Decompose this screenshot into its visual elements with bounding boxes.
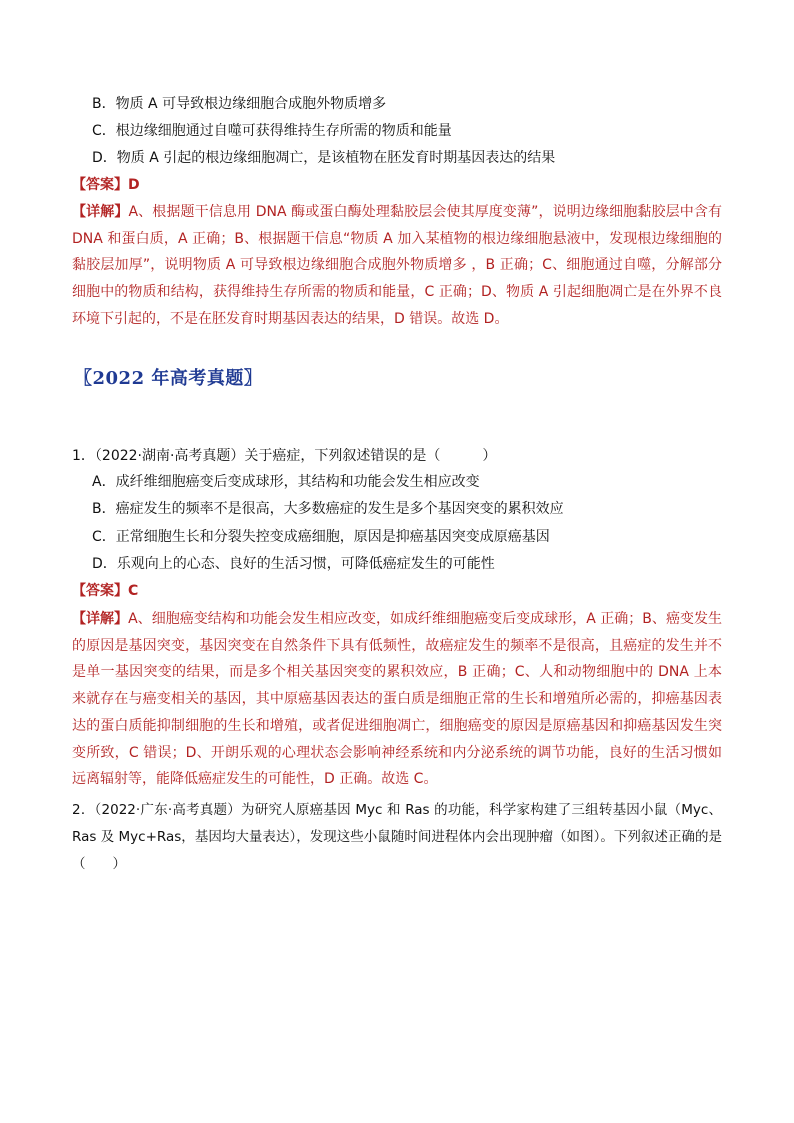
q1-explanation-text: A、细胞癌变结构和功能会发生相应改变，如成纤维细胞癌变后变成球形，A 正确；B、癌变发生的原因是基因突变，基因突变在自然条件下具有低频性，故癌症发生的频率不是很高，且癌症的发生并不是单一基因突变的结果，而是多个相关基因突变的累积效应，B 正确；C、人和动物细胞中的 DNA 上本来就存在与癌变相关的基因，其中原癌基因表达的蛋白质是细胞正常的生长和增殖所必需的，抑癌基因表达的蛋白质能抑制细胞的生长和增殖，或者促进细胞凋亡，细胞癌变的原因是原癌基因和抑癌基因发生突变所致，C 错误；D、开朗乐观的心理状态会影响神经系统和内分泌系统的调节功能，良好的生活习惯如远离辐射等，能降低癌症发生的可能性，D 正确。故选 C。 (72, 611, 722, 788)
section-title: 〖2022 年高考真题〗 (74, 368, 263, 389)
option-c: C．根边缘细胞通过自噬可获得维持生存所需的物质和能量 (92, 123, 452, 139)
option-b: B．物质 A 可导致根边缘细胞合成胞外物质增多 (92, 96, 387, 112)
question-1-stem: 1．（2022·湖南·高考真题）关于癌症，下列叙述错误的是（ ） (72, 448, 497, 464)
explanation-text: A、根据题干信息用 DNA 酶或蛋白酶处理黏胶层会使其厚度变薄”，说明边缘细胞黏胶层中含有 DNA 和蛋白质，A 正确；B、根据题干信息“物质 A 加入某植物的根边缘细胞悬液中，发现根边缘细胞的黏胶层加厚”，说明物质 A 可导致根边缘细胞合成胞外物质增多 ，B 正确；C、细胞通过自噬，分解部分细胞中的物质和结构，获得维持生存所需的物质和能量，C 正确；D、物质 A 引起细胞凋亡是在外界不良环境下引起的，不是在胚发育时期基因表达的结果，D 错误。故选 D。 (72, 204, 722, 327)
option-d: D．物质 A 引起的根边缘细胞凋亡，是该植物在胚发育时期基因表达的结果 (92, 150, 556, 166)
q1-answer-value: C (128, 583, 139, 599)
explanation (72, 199, 722, 333)
explanation-label: 【详解】 (72, 204, 129, 220)
q1-option-c: C．正常细胞生长和分裂失控变成癌细胞，原因是抑癌基因突变成原癌基因 (92, 529, 550, 545)
q1-explanation (72, 606, 722, 793)
q1-option-a: A．成纤维细胞癌变后变成球形，其结构和功能会发生相应改变 (92, 474, 480, 490)
answer-line (72, 175, 140, 195)
question-2-stem: 2．（2022·广东·高考真题）为研究人原癌基因 Myc 和 Ras 的功能，科学家构建了三组转基因小鼠（Myc、Ras 及 Myc+Ras，基因均大量表达），发现这些小鼠随时间进程体内会出现肿瘤（如图）。下列叙述正确的是（ ） (72, 802, 722, 872)
answer-label: 【答案】 (72, 177, 128, 193)
q1-answer-line (72, 581, 138, 601)
q1-option-d: D．乐观向上的心态、良好的生活习惯，可降低癌症发生的可能性 (92, 556, 495, 572)
q1-answer-label: 【答案】 (72, 583, 128, 599)
q1-explanation-label: 【详解】 (72, 611, 129, 627)
q1-option-b: B．癌症发生的频率不是很高，大多数癌症的发生是多个基因突变的累积效应 (92, 501, 564, 517)
answer-value: D (128, 177, 140, 193)
